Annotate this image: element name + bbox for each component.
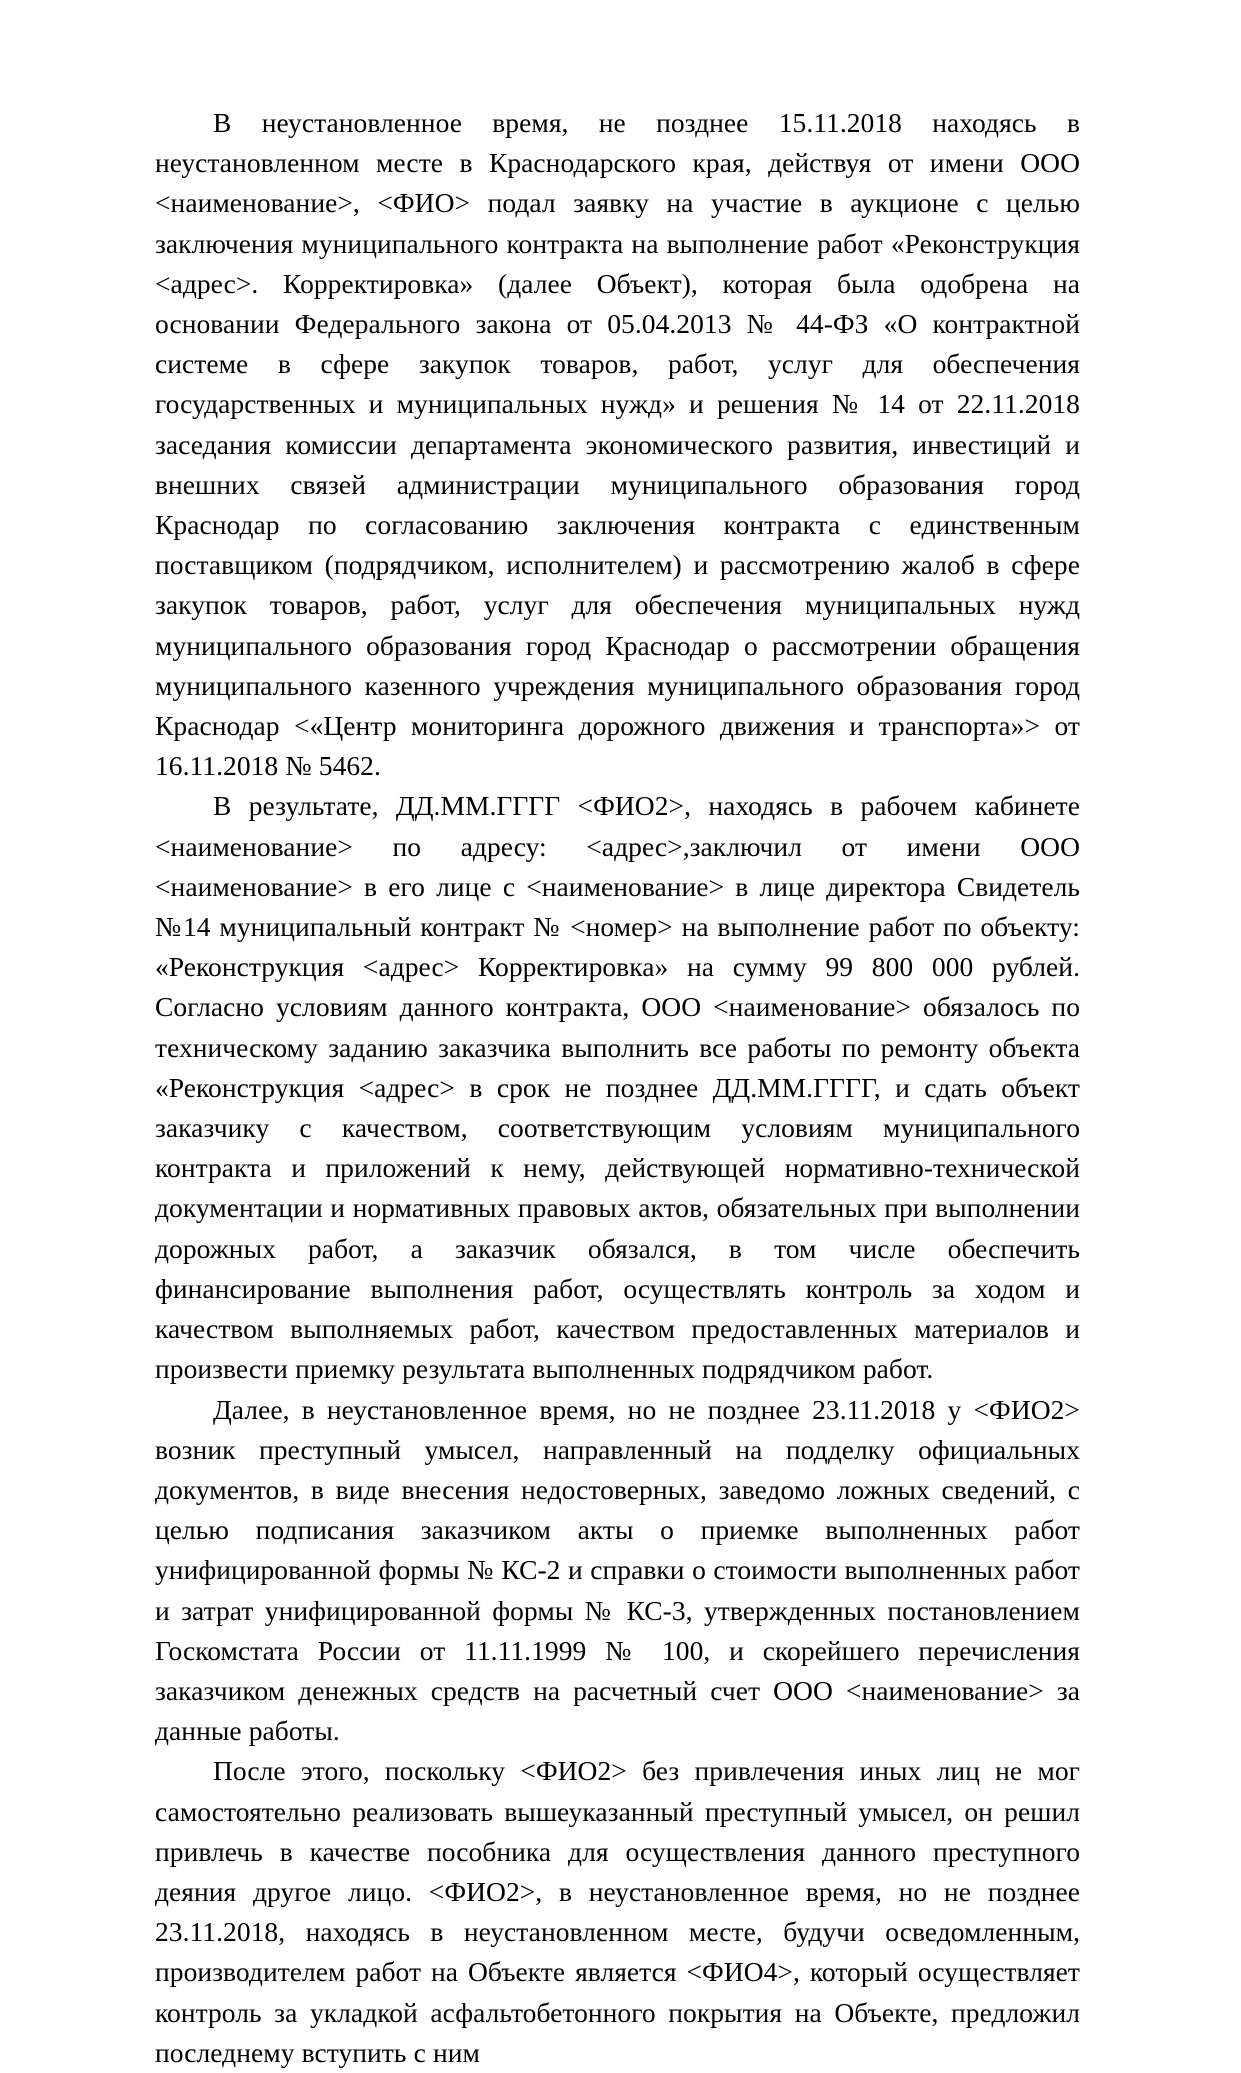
paragraph-4: После этого, поскольку <ФИО2> без привлечения иных лиц не мог самостоятельно реализовать вышеуказанный преступный умысел, он решил привлечь в качестве пособника для осуществления данного преступного деяния другое лицо. <ФИО2>, в неустановленное время, но не позднее 23.11.2018, находясь в неустановленном месте, будучи осведомленным, производителем работ на Объекте является <ФИО4>, который осуществляет контроль за укладкой асфальтобетонного покрытия на Объекте, предложил последнему вступить с ним xyxy=(155,1755,1080,2068)
paragraph-1: В неустановленное время, не позднее 15.11.2018 находясь в неустановленном месте в Краснодарского края, действуя от имени ООО <наименование>, <ФИО> подал заявку на участие в аукционе с целью заключения муниципального контракта на выполнение работ «Реконструкция <адрес>. Корректировка» (далее Объект), которая была одобрена на основании Федерального закона от 05.04.2013 № 44-ФЗ «О контрактной системе в сфере закупок товаров, работ, услуг для обеспечения государственных и муниципальных нужд» и решения № 14 от 22.11.2018 заседания комиссии департамента экономического развития, инвестиций и внешних связей администрации муниципального образования город Краснодар по согласованию заключения контракта с единственным поставщиком (подрядчиком, исполнителем) и рассмотрению жалоб в сфере закупок товаров, работ, услуг для обеспечения муниципальных нужд муниципального образования город Краснодар о рассмотрении обращения муниципального казенного учреждения муниципального образования город Краснодар <«Центр мониторинга дорожного движения и транспорта»> от 16.11.2018 № 5462. xyxy=(155,107,1080,782)
paragraph-3: Далее, в неустановленное время, но не позднее 23.11.2018 у <ФИО2> возник преступный умысел, направленный на подделку официальных документов, в виде внесения недостоверных, заведомо ложных сведений, с целью подписания заказчиком акты о приемке выполненных работ унифицированной формы № КС-2 и справки о стоимости выполненных работ и затрат унифицированной формы № КС-3, утвержденных постановлением Госкомстата России от 11.11.1999 № 100, и скорейшего перечисления заказчиком денежных средств на расчетный счет ООО <наименование> за данные работы. xyxy=(155,1393,1080,1747)
document-text-body xyxy=(155,103,1080,2073)
paragraph-2: В результате, ДД.ММ.ГГГГ <ФИО2>, находясь в рабочем кабинете <наименование> по адресу: <адрес>,заключил от имени ООО <наименование> в его лице с <наименование> в лице директора Свидетель №14 муниципальный контракт № <номер> на выполнение работ по объекту: «Реконструкция <адрес> Корректировка» на сумму 99 800 000 рублей. Согласно условиям данного контракта, ООО <наименование> обязалось по техническому заданию заказчика выполнить все работы по ремонту объекта «Реконструкция <адрес> в срок не позднее ДД.ММ.ГГГГ, и сдать объект заказчику с качеством, соответствующим условиям муниципального контракта и приложений к нему, действующей нормативно-технической документации и нормативных правовых актов, обязательных при выполнении дорожных работ, а заказчик обязался, в том числе обеспечить финансирование выполнения работ, осуществлять контроль за ходом и качеством выполняемых работ, качеством предоставленных материалов и произвести приемку результата выполненных подрядчиком работ. xyxy=(155,790,1080,1385)
